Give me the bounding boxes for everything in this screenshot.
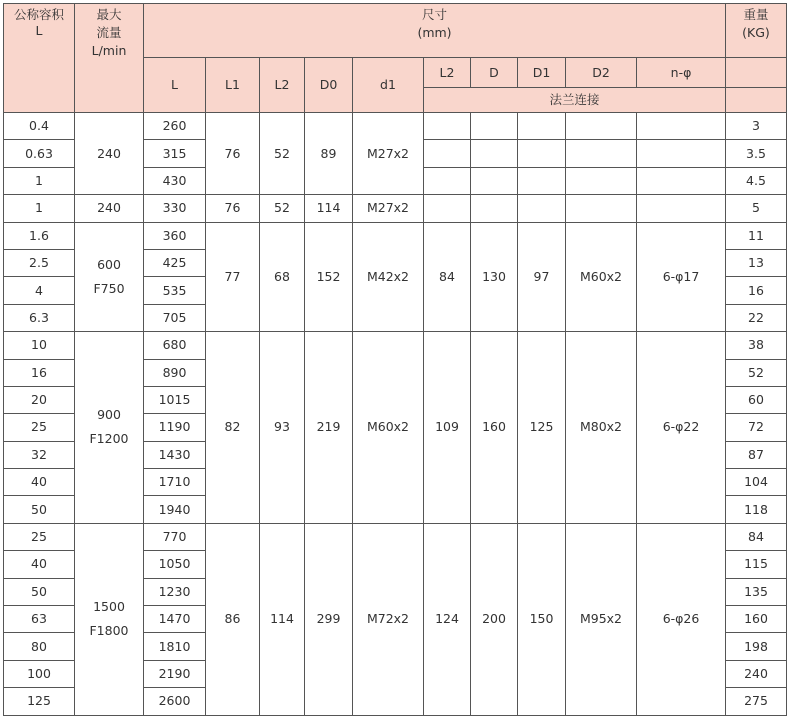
flange-holes-cell <box>637 113 726 140</box>
weight-cell: 38 <box>726 332 787 359</box>
d1-thread-cell: M42x2 <box>353 222 424 332</box>
d0-cell: 299 <box>305 523 353 715</box>
length-cell: 1190 <box>144 414 206 441</box>
d1-thread-cell: M27x2 <box>353 113 424 195</box>
weight-cell: 22 <box>726 304 787 331</box>
length-cell: 360 <box>144 222 206 249</box>
length-cell: 330 <box>144 195 206 222</box>
flow-value: 900 <box>97 407 121 423</box>
length-cell: 680 <box>144 332 206 359</box>
length-cell: 770 <box>144 523 206 550</box>
l1-cell: 76 <box>206 113 260 195</box>
capacity-cell: 25 <box>4 523 75 550</box>
d0-cell: 152 <box>305 222 353 332</box>
flange-d1-cell: 97 <box>518 222 566 332</box>
flange-l2-cell <box>424 167 471 194</box>
capacity-cell: 16 <box>4 359 75 386</box>
capacity-cell: 25 <box>4 414 75 441</box>
flange-holes-cell <box>637 167 726 194</box>
header-dimensions-unit: (mm) <box>417 25 452 40</box>
flange-d2-cell: M80x2 <box>566 332 637 524</box>
capacity-cell: 20 <box>4 386 75 413</box>
flange-l2-cell: 109 <box>424 332 471 524</box>
flange-d1-cell <box>518 167 566 194</box>
length-cell: 535 <box>144 277 206 304</box>
l2-cell: 52 <box>260 113 305 195</box>
flange-d1-cell: 125 <box>518 332 566 524</box>
flange-l2-cell <box>424 195 471 222</box>
flow-cell <box>75 332 144 524</box>
l1-cell: 86 <box>206 523 260 715</box>
flange-l2-cell <box>424 113 471 140</box>
table-row <box>4 222 787 249</box>
l2-cell: 114 <box>260 523 305 715</box>
flange-d1-cell <box>518 113 566 140</box>
flange-d-cell <box>471 113 518 140</box>
length-cell: 1470 <box>144 606 206 633</box>
weight-cell: 104 <box>726 469 787 496</box>
header-capacity-unit: L <box>35 23 43 38</box>
weight-cell: 118 <box>726 496 787 523</box>
weight-cell: 60 <box>726 386 787 413</box>
header-flow-label-2: 流量 <box>96 25 122 40</box>
flange-d1-cell <box>518 140 566 167</box>
capacity-cell: 0.63 <box>4 140 75 167</box>
flange-d2-cell <box>566 140 637 167</box>
capacity-cell: 50 <box>4 496 75 523</box>
weight-cell: 3.5 <box>726 140 787 167</box>
flange-d2-cell: M95x2 <box>566 523 637 715</box>
length-cell: 1940 <box>144 496 206 523</box>
table-row <box>4 523 787 550</box>
weight-cell: 115 <box>726 551 787 578</box>
col-header-L2: L2 <box>260 58 305 113</box>
capacity-cell: 1.6 <box>4 222 75 249</box>
spec-table <box>3 3 787 716</box>
d0-cell: 219 <box>305 332 353 524</box>
length-cell: 2190 <box>144 660 206 687</box>
flange-l2-cell <box>424 140 471 167</box>
capacity-cell: 32 <box>4 441 75 468</box>
capacity-cell: 40 <box>4 469 75 496</box>
weight-cell: 52 <box>726 359 787 386</box>
flange-l2-cell: 84 <box>424 222 471 332</box>
capacity-cell: 6.3 <box>4 304 75 331</box>
flange-d1-cell: 150 <box>518 523 566 715</box>
l2-cell: 68 <box>260 222 305 332</box>
d0-cell: 114 <box>305 195 353 222</box>
capacity-cell: 80 <box>4 633 75 660</box>
flow-value: 240 <box>97 145 121 161</box>
flow-cell <box>75 195 144 222</box>
header-dimensions <box>144 4 726 58</box>
flange-d-cell: 160 <box>471 332 518 524</box>
col-header-D0: D0 <box>305 58 353 113</box>
capacity-cell: 1 <box>4 195 75 222</box>
flange-d2-cell <box>566 113 637 140</box>
weight-cell: 13 <box>726 249 787 276</box>
header-weight <box>726 4 787 58</box>
header-flange-connection: 法兰连接 <box>424 88 726 113</box>
d1-thread-cell: M60x2 <box>353 332 424 524</box>
weight-cell: 11 <box>726 222 787 249</box>
header-flow <box>75 4 144 113</box>
flange-holes-cell: 6-φ17 <box>637 222 726 332</box>
header-flow-unit: L/min <box>91 43 127 58</box>
col-header-flange-D: D <box>471 58 518 88</box>
capacity-cell: 100 <box>4 660 75 687</box>
d0-cell: 89 <box>305 113 353 195</box>
length-cell: 890 <box>144 359 206 386</box>
capacity-cell: 1 <box>4 167 75 194</box>
capacity-cell: 40 <box>4 551 75 578</box>
header-capacity <box>4 4 75 113</box>
flange-d-cell <box>471 140 518 167</box>
header-weight-unit: (KG) <box>742 25 770 40</box>
spec-table-container <box>3 3 787 716</box>
col-header-L: L <box>144 58 206 113</box>
capacity-cell: 4 <box>4 277 75 304</box>
flange-holes-cell: 6-φ22 <box>637 332 726 524</box>
flange-d2-cell <box>566 195 637 222</box>
l1-cell: 77 <box>206 222 260 332</box>
d1-thread-cell: M72x2 <box>353 523 424 715</box>
flange-d2-cell <box>566 167 637 194</box>
l1-cell: 76 <box>206 195 260 222</box>
weight-cell: 198 <box>726 633 787 660</box>
flange-d2-cell: M60x2 <box>566 222 637 332</box>
flow-cell <box>75 222 144 332</box>
capacity-cell: 50 <box>4 578 75 605</box>
capacity-cell: 0.4 <box>4 113 75 140</box>
length-cell: 260 <box>144 113 206 140</box>
table-row <box>4 113 787 140</box>
flow-cell <box>75 113 144 195</box>
col-header-L1: L1 <box>206 58 260 113</box>
length-cell: 1430 <box>144 441 206 468</box>
col-header-flange-L2: L2 <box>424 58 471 88</box>
flow-cell <box>75 523 144 715</box>
col-header-weight-blank-2 <box>726 88 787 113</box>
weight-cell: 4.5 <box>726 167 787 194</box>
capacity-cell: 10 <box>4 332 75 359</box>
weight-cell: 5 <box>726 195 787 222</box>
flange-d-cell: 130 <box>471 222 518 332</box>
length-cell: 430 <box>144 167 206 194</box>
length-cell: 1710 <box>144 469 206 496</box>
table-row <box>4 195 787 222</box>
table-row <box>4 332 787 359</box>
capacity-cell: 63 <box>4 606 75 633</box>
length-cell: 1810 <box>144 633 206 660</box>
header-weight-label: 重量 <box>743 7 769 22</box>
flange-l2-cell: 124 <box>424 523 471 715</box>
header-capacity-label: 公称容积 <box>13 7 64 22</box>
l2-cell: 52 <box>260 195 305 222</box>
weight-cell: 240 <box>726 660 787 687</box>
length-cell: 315 <box>144 140 206 167</box>
length-cell: 425 <box>144 249 206 276</box>
flange-holes-cell: 6-φ26 <box>637 523 726 715</box>
length-cell: 1230 <box>144 578 206 605</box>
length-cell: 705 <box>144 304 206 331</box>
flow-value: F1800 <box>89 623 129 639</box>
weight-cell: 16 <box>726 277 787 304</box>
flange-holes-cell <box>637 195 726 222</box>
weight-cell: 275 <box>726 688 787 715</box>
flow-value: 240 <box>97 200 121 216</box>
header-flow-label-1: 最大 <box>96 7 122 22</box>
l2-cell: 93 <box>260 332 305 524</box>
col-header-weight-blank <box>726 58 787 88</box>
capacity-cell: 125 <box>4 688 75 715</box>
weight-cell: 160 <box>726 606 787 633</box>
length-cell: 1050 <box>144 551 206 578</box>
weight-cell: 135 <box>726 578 787 605</box>
flange-d1-cell <box>518 195 566 222</box>
length-cell: 2600 <box>144 688 206 715</box>
weight-cell: 87 <box>726 441 787 468</box>
weight-cell: 3 <box>726 113 787 140</box>
header-row-1 <box>4 4 787 58</box>
weight-cell: 72 <box>726 414 787 441</box>
flow-value: F750 <box>93 280 125 296</box>
d1-thread-cell: M27x2 <box>353 195 424 222</box>
col-header-d1: d1 <box>353 58 424 113</box>
flow-value: 600 <box>97 256 121 272</box>
flange-d-cell: 200 <box>471 523 518 715</box>
flange-holes-cell <box>637 140 726 167</box>
weight-cell: 84 <box>726 523 787 550</box>
length-cell: 1015 <box>144 386 206 413</box>
l1-cell: 82 <box>206 332 260 524</box>
header-dimensions-label: 尺寸 <box>421 7 447 22</box>
flange-d-cell <box>471 195 518 222</box>
capacity-cell: 2.5 <box>4 249 75 276</box>
flow-value: F1200 <box>89 431 129 447</box>
col-header-flange-D1: D1 <box>518 58 566 88</box>
flow-value: 1500 <box>93 599 125 615</box>
col-header-flange-n-phi: n-φ <box>637 58 726 88</box>
col-header-flange-D2: D2 <box>566 58 637 88</box>
flange-d-cell <box>471 167 518 194</box>
